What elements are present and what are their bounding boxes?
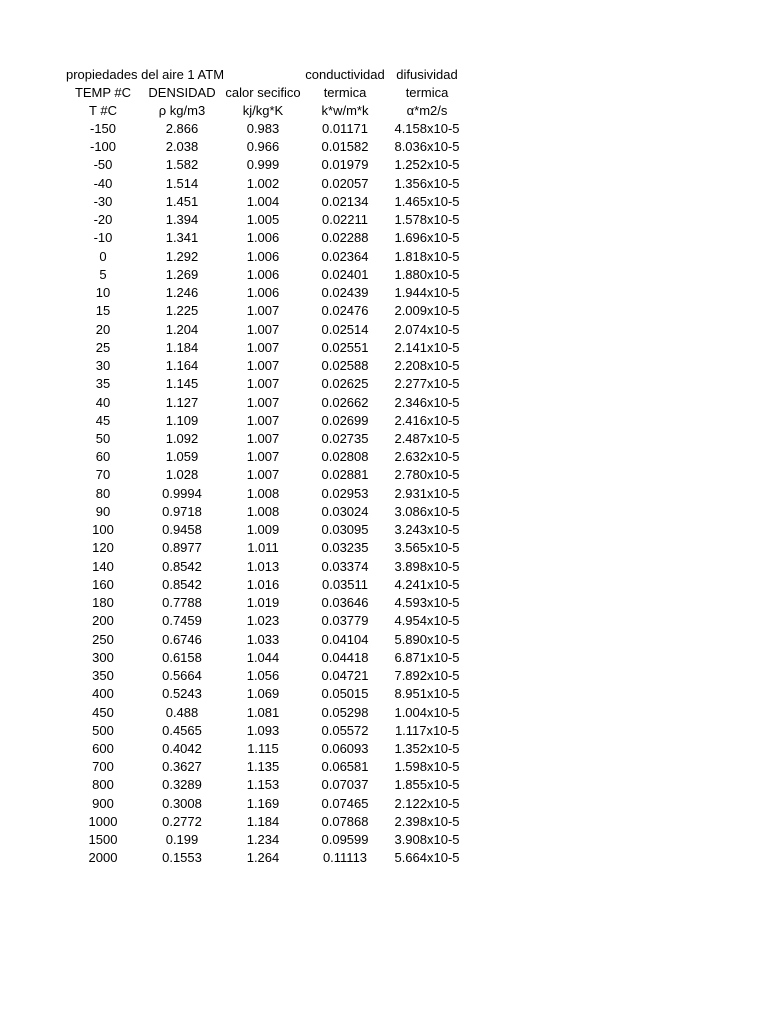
table-row [62, 339, 482, 357]
density-cell: 0.3627 [162, 759, 202, 775]
conductivity-cell: 0.03646 [321, 595, 369, 611]
temp-cell: 10 [95, 285, 111, 301]
diffusivity-cell: 3.898x10-5 [394, 558, 460, 574]
table-row [62, 722, 482, 740]
diffusivity-cell: 1.598x10-5 [394, 759, 460, 775]
density-cell: 2.038 [165, 139, 199, 155]
conductivity-cell: 0.03095 [321, 522, 369, 538]
density-cell: 0.4565 [162, 722, 202, 738]
specific-heat-cell: 1.007 [246, 394, 280, 410]
conductivity-cell: 0.06093 [321, 740, 369, 756]
specific-heat-cell: 1.007 [246, 376, 280, 392]
conductivity-cell: 0.02551 [321, 339, 369, 355]
temp-cell: 60 [95, 449, 111, 465]
diffusivity-cell: 1.818x10-5 [394, 248, 460, 264]
table-row [62, 175, 482, 193]
table-row [62, 558, 482, 576]
specific-heat-cell: 1.007 [246, 467, 280, 483]
header-conductivity: conductividad [305, 67, 385, 82]
density-cell: 0.8542 [162, 558, 202, 574]
density-cell: 1.028 [165, 467, 199, 483]
table-row [62, 631, 482, 649]
density-cell: 0.7788 [162, 595, 202, 611]
diffusivity-cell: 2.141x10-5 [394, 339, 460, 355]
density-cell: 1.341 [165, 230, 199, 246]
temp-cell: 2000 [88, 850, 118, 866]
diffusivity-cell: 1.356x10-5 [394, 175, 460, 191]
diffusivity-cell: 2.009x10-5 [394, 303, 460, 319]
table-row [62, 375, 482, 393]
diffusivity-cell: 7.892x10-5 [394, 668, 460, 684]
conductivity-cell: 0.02288 [321, 230, 369, 246]
table-row [62, 795, 482, 813]
diffusivity-cell: 2.122x10-5 [394, 795, 460, 811]
conductivity-cell: 0.09599 [321, 832, 369, 848]
table-row [62, 448, 482, 466]
density-cell: 0.9718 [162, 503, 202, 519]
table-row [62, 521, 482, 539]
conductivity-cell: 0.02439 [321, 285, 369, 301]
specific-heat-cell: 1.033 [246, 631, 280, 647]
temp-cell: 90 [95, 503, 111, 519]
temp-cell: 100 [92, 522, 114, 538]
header-row-2 [62, 84, 482, 102]
diffusivity-cell: 2.398x10-5 [394, 813, 460, 829]
temp-cell: 900 [92, 795, 114, 811]
diffusivity-cell: 3.086x10-5 [394, 503, 460, 519]
specific-heat-cell: 1.007 [246, 321, 280, 337]
density-cell: 1.292 [165, 248, 199, 264]
density-cell: 1.145 [165, 376, 199, 392]
conductivity-cell: 0.02514 [321, 321, 369, 337]
diffusivity-cell: 2.780x10-5 [394, 467, 460, 483]
table-row [62, 594, 482, 612]
density-cell: 1.582 [165, 157, 199, 173]
header-specific-heat: calor secifico [225, 85, 301, 100]
diffusivity-cell: 2.416x10-5 [394, 412, 460, 428]
density-cell: 1.184 [165, 339, 199, 355]
table-row [62, 649, 482, 667]
conductivity-cell: 0.01582 [321, 139, 369, 155]
conductivity-cell: 0.01979 [321, 157, 369, 173]
diffusivity-cell: 5.890x10-5 [394, 631, 460, 647]
density-cell: 1.514 [165, 175, 199, 191]
table-row [62, 321, 482, 339]
temp-cell: 800 [92, 777, 114, 793]
specific-heat-cell: 1.013 [246, 558, 280, 574]
specific-heat-cell: 1.006 [246, 266, 280, 282]
temp-cell: -100 [89, 139, 117, 155]
diffusivity-cell: 2.074x10-5 [394, 321, 460, 337]
diffusivity-cell: 2.208x10-5 [394, 358, 460, 374]
table-row [62, 485, 482, 503]
conductivity-cell: 0.02134 [321, 193, 369, 209]
table-row [62, 211, 482, 229]
table-row [62, 612, 482, 630]
diffusivity-cell: 1.578x10-5 [394, 212, 460, 228]
temp-cell: 700 [92, 759, 114, 775]
density-cell: 0.2772 [162, 813, 202, 829]
conductivity-cell: 0.02401 [321, 266, 369, 282]
air-properties-table [62, 66, 482, 868]
conductivity-cell: 0.01171 [321, 121, 369, 136]
table-row [62, 776, 482, 794]
diffusivity-cell: 3.908x10-5 [394, 832, 460, 848]
density-cell: 0.1553 [162, 850, 202, 866]
specific-heat-cell: 1.019 [246, 595, 280, 611]
density-cell: 0.4042 [162, 740, 202, 756]
diffusivity-cell: 1.352x10-5 [394, 740, 460, 756]
diffusivity-cell: 5.664x10-5 [394, 850, 460, 866]
specific-heat-cell: 1.007 [246, 303, 280, 319]
temp-cell: 35 [95, 376, 111, 392]
temp-cell: 0 [99, 248, 107, 264]
diffusivity-cell: 1.944x10-5 [394, 285, 460, 301]
table-row [62, 193, 482, 211]
conductivity-cell: 0.02699 [321, 412, 369, 428]
specific-heat-cell: 1.169 [246, 795, 280, 811]
specific-heat-cell: 1.081 [246, 704, 280, 720]
header-density: DENSIDAD [148, 85, 216, 100]
density-cell: 1.127 [165, 394, 199, 410]
density-cell: 0.199 [165, 832, 199, 848]
conductivity-cell: 0.05298 [321, 704, 369, 720]
table-row [62, 394, 482, 412]
temp-cell: 5 [99, 266, 107, 282]
diffusivity-cell: 4.158x10-5 [394, 121, 460, 136]
temp-cell: 20 [95, 321, 111, 337]
specific-heat-cell: 0.999 [246, 157, 280, 173]
density-cell: 0.6746 [162, 631, 202, 647]
specific-heat-cell: 1.011 [247, 540, 279, 556]
table-row [62, 412, 482, 430]
temp-cell: 450 [92, 704, 114, 720]
diffusivity-cell: 1.252x10-5 [394, 157, 460, 173]
diffusivity-cell: 4.593x10-5 [394, 595, 460, 611]
unit-specific-heat: kj/kg*K [242, 103, 284, 118]
header-diffusivity: difusividad [396, 67, 458, 82]
table-row [62, 466, 482, 484]
table-row [62, 302, 482, 320]
density-cell: 0.9994 [162, 485, 202, 501]
specific-heat-cell: 1.007 [246, 430, 280, 446]
table-row [62, 156, 482, 174]
header-diffusivity-sub: termica [405, 85, 449, 100]
temp-cell: 40 [95, 394, 111, 410]
unit-diffusivity: α*m2/s [406, 103, 448, 118]
temp-cell: -10 [93, 230, 113, 246]
conductivity-cell: 0.02364 [321, 248, 369, 264]
temp-cell: 140 [92, 558, 114, 574]
diffusivity-cell: 1.465x10-5 [394, 193, 460, 209]
diffusivity-cell: 3.243x10-5 [394, 522, 460, 538]
temp-cell: 70 [95, 467, 111, 483]
density-cell: 0.8542 [162, 576, 202, 592]
conductivity-cell: 0.11113 [322, 850, 368, 866]
conductivity-cell: 0.05015 [321, 686, 369, 702]
density-cell: 1.394 [165, 212, 199, 228]
conductivity-cell: 0.04418 [321, 649, 369, 665]
temp-cell: 160 [92, 576, 114, 592]
density-cell: 1.092 [165, 430, 199, 446]
temp-cell: 25 [95, 339, 111, 355]
conductivity-cell: 0.03779 [321, 613, 369, 629]
diffusivity-cell: 3.565x10-5 [394, 540, 460, 556]
conductivity-cell: 0.07868 [321, 813, 369, 829]
conductivity-cell: 0.07037 [321, 777, 369, 793]
table-row [62, 229, 482, 247]
table-row [62, 430, 482, 448]
temp-cell: 50 [95, 430, 111, 446]
temp-cell: 180 [92, 595, 114, 611]
diffusivity-cell: 8.951x10-5 [394, 686, 460, 702]
density-cell: 0.3008 [162, 795, 202, 811]
specific-heat-cell: 1.006 [246, 248, 280, 264]
diffusivity-cell: 1.004x10-5 [394, 704, 460, 720]
conductivity-cell: 0.03024 [321, 503, 369, 519]
temp-cell: 350 [92, 668, 114, 684]
table-row [62, 831, 482, 849]
table-title: propiedades del aire 1 ATM [66, 67, 225, 82]
density-cell: 1.059 [165, 449, 199, 465]
table-row [62, 284, 482, 302]
specific-heat-cell: 1.056 [246, 668, 280, 684]
specific-heat-cell: 1.006 [246, 230, 280, 246]
conductivity-cell: 0.02881 [321, 467, 369, 483]
conductivity-cell: 0.02953 [321, 485, 369, 501]
temp-cell: -40 [93, 175, 113, 191]
diffusivity-cell: 1.117x10-5 [394, 722, 460, 738]
header-temp: TEMP #C [74, 85, 132, 100]
specific-heat-cell: 1.007 [246, 412, 280, 428]
header-row-units [62, 102, 482, 120]
specific-heat-cell: 1.044 [246, 649, 280, 665]
header-row-1 [62, 66, 482, 84]
diffusivity-cell: 4.241x10-5 [394, 576, 460, 592]
density-cell: 1.204 [165, 321, 199, 337]
unit-temp: T #C [89, 103, 117, 118]
temp-cell: -30 [93, 193, 113, 209]
conductivity-cell: 0.02057 [321, 175, 369, 191]
diffusivity-cell: 1.696x10-5 [394, 230, 460, 246]
conductivity-cell: 0.05572 [321, 722, 369, 738]
table-row [62, 539, 482, 557]
specific-heat-cell: 1.005 [246, 212, 280, 228]
temp-cell: 200 [92, 613, 114, 629]
specific-heat-cell: 1.007 [246, 339, 280, 355]
conductivity-cell: 0.06581 [321, 759, 369, 775]
specific-heat-cell: 0.983 [246, 121, 280, 136]
temp-cell: 500 [92, 722, 114, 738]
diffusivity-cell: 2.931x10-5 [394, 485, 460, 501]
specific-heat-cell: 1.008 [246, 503, 280, 519]
temp-cell: 80 [95, 485, 111, 501]
diffusivity-cell: 6.871x10-5 [394, 649, 460, 665]
diffusivity-cell: 2.277x10-5 [394, 376, 460, 392]
temp-cell: -20 [93, 212, 113, 228]
temp-cell: 120 [92, 540, 114, 556]
temp-cell: 300 [92, 649, 114, 665]
specific-heat-cell: 1.153 [246, 777, 280, 793]
temp-cell: 1500 [88, 832, 118, 848]
table-row [62, 667, 482, 685]
density-cell: 0.3289 [162, 777, 202, 793]
conductivity-cell: 0.02476 [321, 303, 369, 319]
density-cell: 0.7459 [162, 613, 202, 629]
density-cell: 1.451 [165, 193, 199, 209]
diffusivity-cell: 1.880x10-5 [394, 266, 460, 282]
specific-heat-cell: 1.002 [246, 175, 280, 191]
specific-heat-cell: 1.234 [246, 832, 280, 848]
specific-heat-cell: 1.004 [246, 193, 280, 209]
conductivity-cell: 0.02625 [321, 376, 369, 392]
temp-cell: 45 [95, 412, 111, 428]
temp-cell: 600 [92, 740, 114, 756]
density-cell: 1.269 [165, 266, 199, 282]
unit-density: ρ kg/m3 [158, 103, 206, 118]
table-row [62, 357, 482, 375]
specific-heat-cell: 1.009 [246, 522, 280, 538]
conductivity-cell: 0.03511 [321, 576, 369, 592]
density-cell: 0.9458 [162, 522, 202, 538]
specific-heat-cell: 1.115 [247, 740, 279, 756]
table-row [62, 849, 482, 867]
density-cell: 0.488 [165, 704, 199, 720]
temp-cell: 30 [95, 358, 111, 374]
table-row [62, 576, 482, 594]
specific-heat-cell: 1.093 [246, 722, 280, 738]
specific-heat-cell: 1.016 [246, 576, 280, 592]
specific-heat-cell: 1.264 [246, 850, 280, 866]
table-row [62, 120, 482, 138]
conductivity-cell: 0.04104 [321, 631, 369, 647]
diffusivity-cell: 2.346x10-5 [394, 394, 460, 410]
specific-heat-cell: 1.007 [246, 449, 280, 465]
density-cell: 1.225 [165, 303, 199, 319]
diffusivity-cell: 4.954x10-5 [394, 613, 460, 629]
specific-heat-cell: 1.007 [246, 358, 280, 374]
density-cell: 2.866 [165, 121, 199, 136]
specific-heat-cell: 1.008 [246, 485, 280, 501]
temp-cell: 1000 [88, 813, 118, 829]
specific-heat-cell: 1.006 [246, 285, 280, 301]
conductivity-cell: 0.04721 [321, 668, 369, 684]
diffusivity-cell: 2.632x10-5 [394, 449, 460, 465]
diffusivity-cell: 8.036x10-5 [394, 139, 460, 155]
density-cell: 1.246 [165, 285, 199, 301]
conductivity-cell: 0.02662 [321, 394, 369, 410]
specific-heat-cell: 1.184 [246, 813, 280, 829]
temp-cell: -150 [89, 121, 117, 136]
table-row [62, 685, 482, 703]
table-row [62, 138, 482, 156]
conductivity-cell: 0.03374 [321, 558, 369, 574]
density-cell: 0.5243 [162, 686, 202, 702]
unit-conductivity: k*w/m*k [321, 103, 369, 118]
density-cell: 0.8977 [162, 540, 202, 556]
conductivity-cell: 0.02588 [321, 358, 369, 374]
temp-cell: -50 [93, 157, 113, 173]
density-cell: 1.109 [165, 412, 199, 428]
table-row [62, 248, 482, 266]
conductivity-cell: 0.03235 [321, 540, 369, 556]
specific-heat-cell: 1.135 [246, 759, 280, 775]
table-row [62, 813, 482, 831]
density-cell: 0.6158 [162, 649, 202, 665]
table-row [62, 266, 482, 284]
temp-cell: 250 [92, 631, 114, 647]
conductivity-cell: 0.02211 [321, 212, 369, 228]
specific-heat-cell: 1.023 [246, 613, 280, 629]
table-row [62, 740, 482, 758]
temp-cell: 15 [95, 303, 111, 319]
table-body [62, 120, 482, 868]
header-conductivity-sub: termica [323, 85, 367, 100]
specific-heat-cell: 0.966 [246, 139, 280, 155]
conductivity-cell: 0.02808 [321, 449, 369, 465]
density-cell: 0.5664 [162, 668, 202, 684]
specific-heat-cell: 1.069 [246, 686, 280, 702]
temp-cell: 400 [92, 686, 114, 702]
diffusivity-cell: 1.855x10-5 [394, 777, 460, 793]
conductivity-cell: 0.02735 [321, 430, 369, 446]
density-cell: 1.164 [165, 358, 199, 374]
conductivity-cell: 0.07465 [321, 795, 369, 811]
table-row [62, 503, 482, 521]
diffusivity-cell: 2.487x10-5 [394, 430, 460, 446]
table-row [62, 758, 482, 776]
table-row [62, 704, 482, 722]
